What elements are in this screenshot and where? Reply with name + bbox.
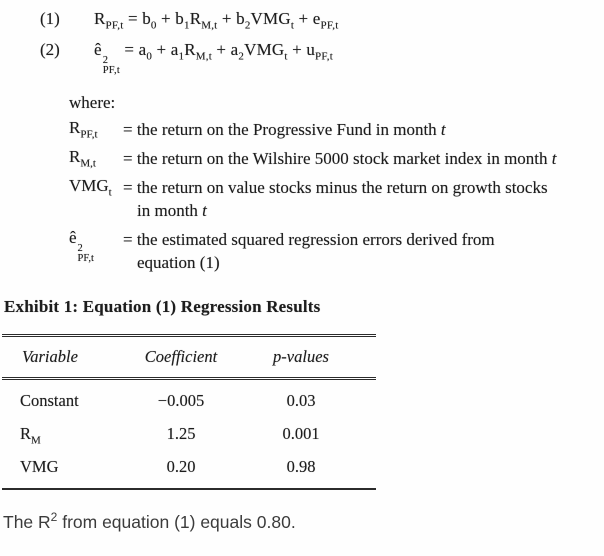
superscript-2: 2 <box>50 510 58 525</box>
eq-subscript: 1 <box>178 50 185 63</box>
italic-t: t <box>551 149 557 168</box>
cell-pvalue: 0.001 <box>282 423 320 443</box>
definition-r-m: = the return on the Wilshire 5000 stock market index in month t <box>123 149 557 168</box>
col-header-coefficient: Coefficient <box>144 347 218 366</box>
col-header-pvalues: p-values <box>273 347 329 366</box>
equation-1-body <box>94 9 339 32</box>
equation-1-number: (1) <box>40 9 60 28</box>
eq-subscript: PF,t <box>102 65 120 76</box>
table-body <box>2 380 376 490</box>
eq-subscript: 0 <box>146 50 153 63</box>
symbol-r-m: $R_{M,t}$ <box>69 147 96 170</box>
regression-results-table <box>2 334 376 490</box>
definition-e-hat: = the estimated squared regression errors derived from equation (1) <box>123 228 597 274</box>
eq-term: R <box>184 40 196 59</box>
cell-pvalue: 0.03 <box>286 390 316 410</box>
eq-subscript: 2 <box>244 19 251 32</box>
symbol-e-hat-squared: ê 2 PF,t <box>69 228 94 264</box>
equation-2-body <box>94 40 333 76</box>
eq-term: + u <box>287 40 316 59</box>
definition-r-pf: = the return on the Progressive Fund in month t <box>123 120 446 139</box>
definition-vmg: = the return on value stocks minus the return on growth stocks in month t <box>123 176 597 222</box>
eq-term: R <box>94 9 106 28</box>
cell-variable: Constant <box>20 390 79 410</box>
eq-subscript: 1 <box>184 19 190 32</box>
eq-subscript: t <box>290 19 295 32</box>
where-block <box>69 93 597 280</box>
eq-subscript: PF,t <box>320 19 339 32</box>
eq-term: = a <box>119 40 147 59</box>
eq-term: + e <box>294 9 321 28</box>
equation-1 <box>40 9 338 40</box>
e-hat-squared-supsub: 2 PF,t <box>77 243 94 264</box>
col-header-variable: Variable <box>22 347 78 366</box>
italic-t: t <box>440 120 446 139</box>
cell-coefficient: 0.20 <box>166 456 196 476</box>
eq-subscript: 0 <box>150 19 157 32</box>
equations-block <box>40 9 339 76</box>
where-item-rpf <box>69 118 597 141</box>
r-squared-footnote: The $R^2$ from equation (1) equals 0.80. <box>3 510 296 532</box>
equation-2 <box>40 40 338 76</box>
table-row-vmg <box>2 450 376 483</box>
where-item-vmg <box>69 176 597 222</box>
e-hat-squared-supsub <box>103 56 120 76</box>
definition-e-hat-line2: equation (1) <box>137 253 220 272</box>
definition-vmg-line2: in month t <box>137 201 207 220</box>
eq-term: + b <box>217 9 245 28</box>
eq-subscript: t <box>284 50 288 63</box>
eq-term: + a <box>211 40 239 59</box>
table-row-constant <box>2 384 376 417</box>
symbol-vmg: $VMG_t$ <box>69 176 112 199</box>
cell-variable: VMG <box>20 456 59 476</box>
cell-coefficient: −0.005 <box>157 390 205 410</box>
cell-coefficient: 1.25 <box>166 423 196 443</box>
where-item-rm <box>69 147 597 170</box>
eq-subscript: M,t <box>195 50 212 63</box>
table-row-rm <box>2 417 376 450</box>
eq-subscript: M,t <box>201 19 218 32</box>
eq-term: + a <box>152 40 179 59</box>
equation-2-number: (2) <box>40 40 60 59</box>
eq-subscript: 2 <box>238 50 245 63</box>
eq-subscript: PF,t <box>105 19 124 32</box>
eq-term: R <box>189 9 202 28</box>
eq-term: = b <box>123 9 151 28</box>
e-hat-symbol: ê <box>94 40 102 59</box>
eq-superscript: 2 <box>102 55 109 66</box>
exhibit-title: Exhibit 1: Equation (1) Regression Results <box>4 297 321 316</box>
where-item-ehat <box>69 228 597 274</box>
eq-subscript: PF,t <box>315 50 333 63</box>
eq-term: VMG <box>244 40 285 59</box>
where-label: where: <box>69 93 116 112</box>
italic-t: t <box>202 201 207 220</box>
cell-variable: $R_M$ <box>20 423 41 446</box>
symbol-r-pf: $R_{PF,t}$ <box>69 118 98 141</box>
cell-pvalue: 0.98 <box>286 456 316 476</box>
eq-term: VMG <box>250 9 291 28</box>
table-header-row <box>2 334 376 380</box>
eq-term: + b <box>156 9 184 28</box>
